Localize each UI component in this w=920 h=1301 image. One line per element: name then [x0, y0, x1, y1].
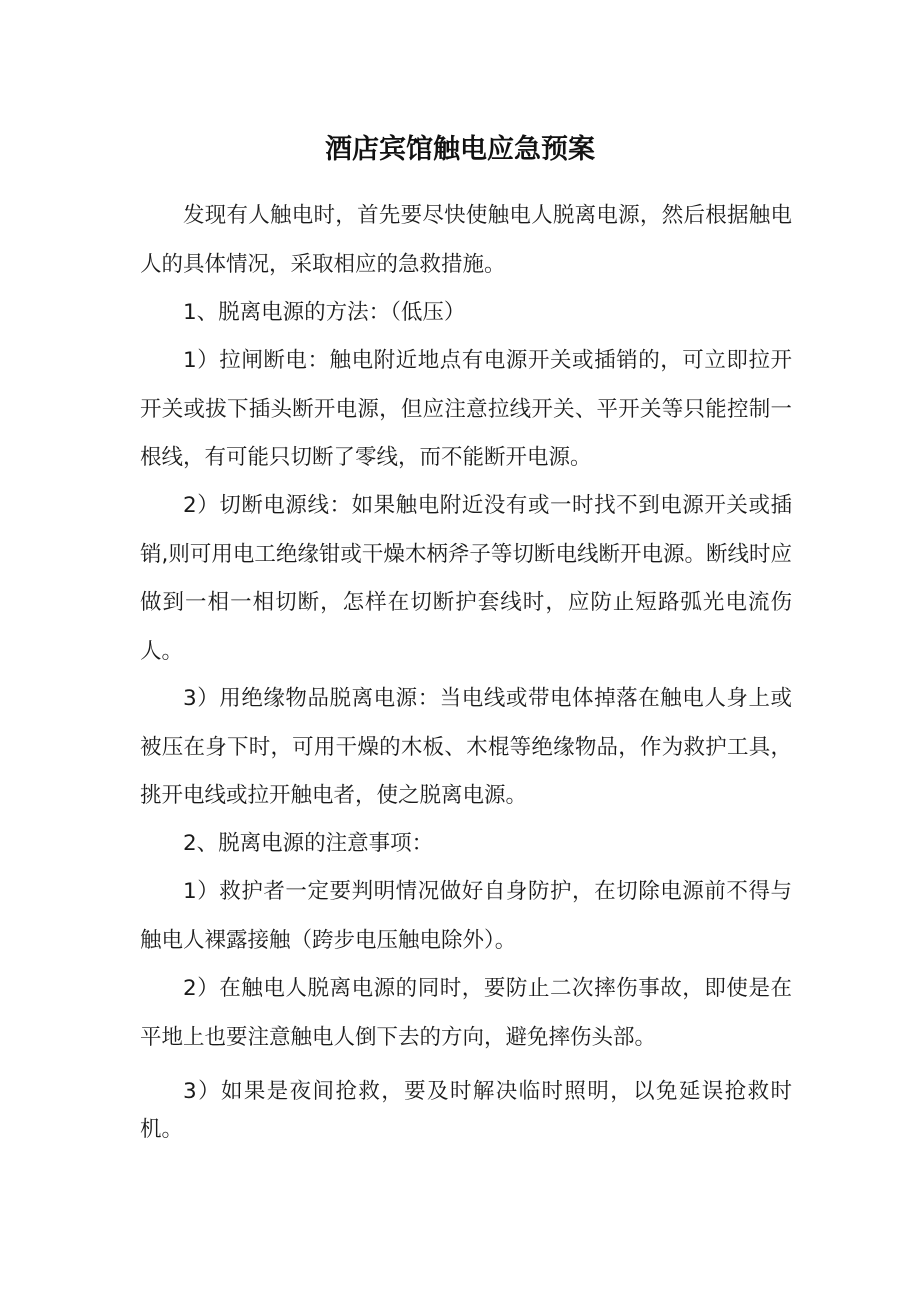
document-title: 酒店宾馆触电应急预案 [325, 134, 595, 165]
section-heading-1: 1、脱离电源的方法：（低压） [183, 300, 466, 325]
paragraph-2-1: 1）救护者一定要判明情况做好自身防护，在切除电源前不得与触电人裸露接触（跨步电压触电除外）。 [140, 879, 792, 953]
paragraph-2-3: 3）如果是夜间抢救，要及时解决临时照明，以免延误抢救时机。 [140, 1079, 792, 1142]
section-heading-2: 2、脱离电源的注意事项： [183, 831, 434, 856]
paragraph-2-2: 2）在触电人脱离电源的同时，要防止二次摔伤事故，即使是在平地上也要注意触电人倒下去的方向，避免摔伤头部。 [140, 976, 792, 1050]
paragraph-1-2: 2）切断电源线：如果触电附近没有或一时找不到电源开关或插销,则可用电工绝缘钳或干燥木柄斧子等切断电线断开电源。断线时应做到一相一相切断，怎样在切断护套线时，应防止短路弧光电流伤人。 [140, 493, 792, 664]
paragraph-intro: 发现有人触电时，首先要尽快使触电人脱离电源，然后根据触电人的具体情况，采取相应的急救措施。 [140, 203, 792, 277]
paragraph-1-1: 1）拉闸断电：触电附近地点有电源开关或插销的，可立即拉开开关或拔下插头断开电源，但应注意拉线开关、平开关等只能控制一根线，有可能只切断了零线，而不能断开电源。 [140, 348, 792, 470]
paragraph-1-3: 3）用绝缘物品脱离电源：当电线或带电体掉落在触电人身上或被压在身下时，可用干燥的木板、木棍等绝缘物品，作为救护工具，挑开电线或拉开触电者，使之脱离电源。 [140, 686, 792, 808]
